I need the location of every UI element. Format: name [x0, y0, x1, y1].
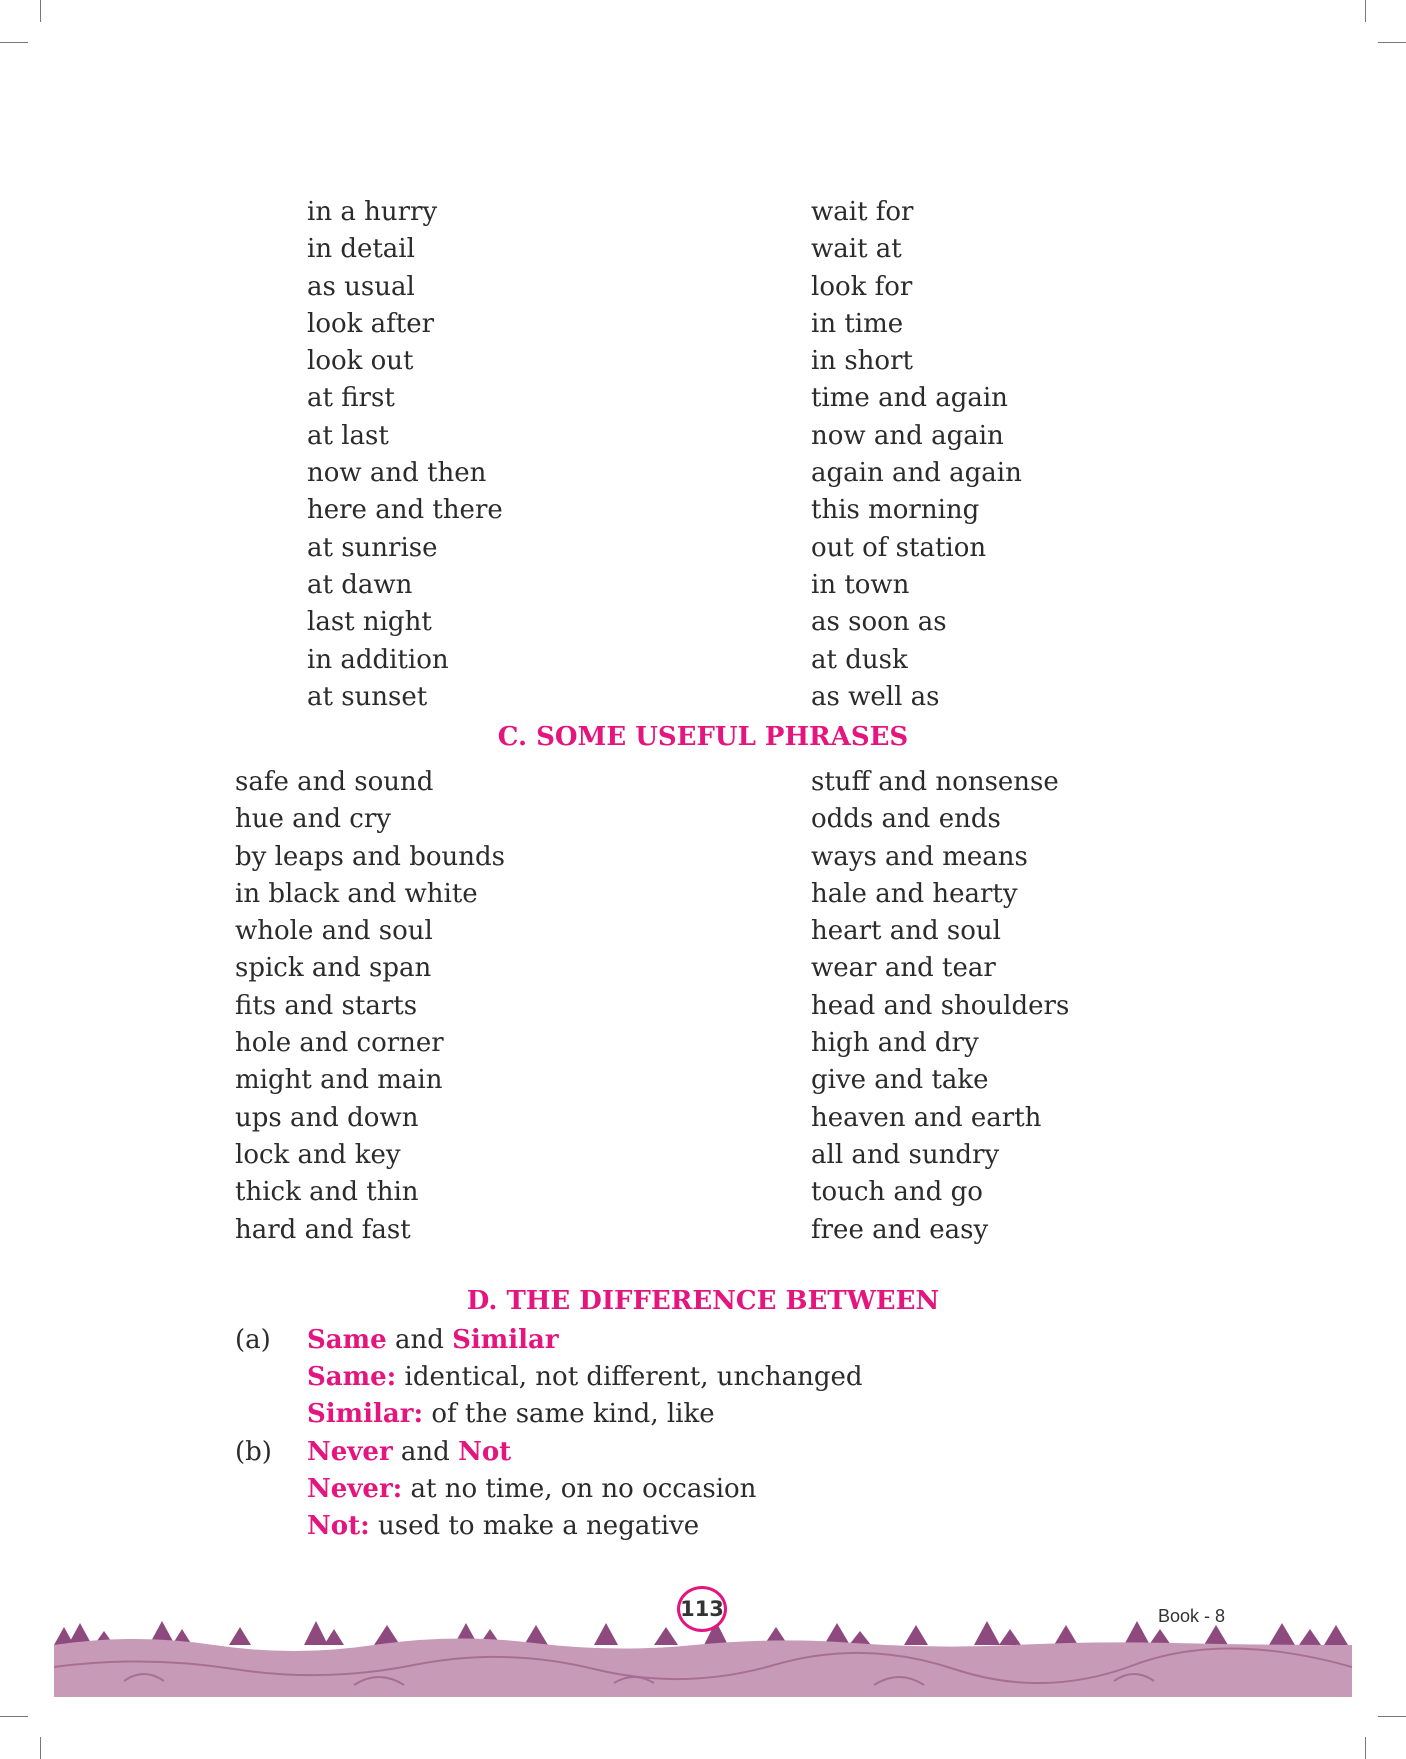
phrase-item: now and again — [811, 420, 1004, 451]
phrase-item: now and then — [307, 458, 487, 489]
phrase-item: last night — [307, 607, 432, 638]
phrase-item: heaven and earth — [811, 1102, 1042, 1133]
crop-mark — [1378, 1716, 1406, 1717]
book-label: Book - 8 — [1158, 1606, 1226, 1626]
crop-mark — [40, 0, 41, 22]
definition-term: Same: — [307, 1362, 397, 1392]
section-d-heading: D. THE DIFFERENCE BETWEEN — [466, 1286, 940, 1316]
phrase-item: wait for — [811, 197, 914, 227]
phrase-item: in town — [811, 569, 910, 600]
phrase-item: as well as — [811, 681, 940, 712]
phrase-item: ways and means — [811, 841, 1028, 872]
phrase-item: by leaps and bounds — [235, 841, 505, 872]
phrase-item: in a hurry — [307, 197, 438, 227]
definition-text: identical, not different, unchanged — [404, 1362, 863, 1392]
phrase-item: look after — [307, 308, 435, 339]
definition-text: at no time, on no occasion — [410, 1474, 757, 1504]
item-title — [307, 1325, 559, 1355]
phrase-item: in black and white — [235, 878, 478, 909]
phrase-item: hole and corner — [235, 1028, 444, 1059]
term-word: Never — [307, 1437, 393, 1467]
phrase-item: at sunrise — [307, 532, 438, 563]
definition-term: Not: — [307, 1511, 370, 1541]
phrase-item: in short — [811, 346, 913, 377]
phrase-item: again and again — [811, 458, 1022, 489]
definition-line — [307, 1399, 715, 1429]
phrase-item: out of station — [811, 532, 987, 563]
useful-phrases-left — [235, 764, 505, 1249]
phrase-item: free and easy — [811, 1214, 989, 1245]
crop-mark — [40, 1737, 41, 1759]
phrase-item: here and there — [307, 495, 503, 526]
connector-word: and — [394, 1325, 444, 1355]
phrase-list-left — [307, 194, 503, 716]
phrase-item: ups and down — [235, 1102, 419, 1133]
phrase-item: at first — [307, 383, 395, 414]
phrase-item: at sunset — [307, 681, 428, 712]
phrase-item: at dawn — [307, 569, 413, 600]
definition-text: of the same kind, like — [431, 1399, 715, 1429]
phrase-item: hard and fast — [235, 1214, 411, 1245]
phrase-item: hale and hearty — [811, 878, 1018, 909]
phrase-item: touch and go — [811, 1177, 983, 1208]
phrase-item: might and main — [235, 1065, 443, 1096]
phrase-item: hue and cry — [235, 804, 391, 835]
definition-term: Similar: — [307, 1399, 424, 1429]
phrase-item: at dusk — [811, 644, 908, 675]
connector-word: and — [400, 1437, 450, 1467]
crop-mark — [1365, 1737, 1366, 1759]
definition-line — [307, 1511, 699, 1541]
term-word: Similar — [452, 1325, 559, 1355]
phrase-item: heart and soul — [811, 916, 1001, 947]
phrase-item: spick and span — [235, 953, 432, 984]
phrase-item: wait at — [811, 234, 902, 265]
phrase-item: thick and thin — [235, 1177, 419, 1208]
useful-phrases-right — [811, 764, 1069, 1249]
crop-mark — [1378, 42, 1406, 43]
phrase-item: fits and starts — [235, 990, 418, 1021]
phrase-item: safe and sound — [235, 767, 434, 797]
phrase-item: wear and tear — [811, 953, 996, 984]
definition-line — [307, 1474, 756, 1504]
phrase-item: lock and key — [235, 1139, 401, 1170]
phrase-item: this morning — [811, 495, 980, 526]
phrase-item: in detail — [307, 234, 415, 265]
definition-term: Never: — [307, 1474, 403, 1504]
definition-line — [307, 1362, 863, 1392]
phrase-item: stuff and nonsense — [811, 767, 1059, 797]
phrase-item: in time — [811, 308, 904, 339]
term-word: Not — [458, 1437, 512, 1467]
term-word: Same — [307, 1325, 387, 1355]
phrase-item: look out — [307, 346, 414, 377]
crop-mark — [1365, 0, 1366, 22]
item-marker: (b) — [235, 1437, 272, 1467]
phrase-item: as soon as — [811, 607, 947, 638]
phrase-item: high and dry — [811, 1028, 979, 1059]
phrase-item: look for — [811, 271, 913, 302]
phrase-item: as usual — [307, 271, 415, 302]
phrase-item: at last — [307, 420, 389, 451]
item-marker: (a) — [235, 1325, 271, 1355]
crop-mark — [0, 42, 28, 43]
phrase-item: in addition — [307, 644, 449, 675]
phrase-list-right — [811, 194, 1022, 716]
phrase-item: time and again — [811, 383, 1008, 414]
phrase-item: head and shoulders — [811, 990, 1070, 1021]
phrase-item: whole and soul — [235, 916, 433, 947]
section-c-heading: C. SOME USEFUL PHRASES — [497, 722, 909, 752]
crop-mark — [0, 1716, 28, 1717]
phrase-item: all and sundry — [811, 1139, 1000, 1170]
item-title — [307, 1437, 511, 1467]
phrase-item: give and take — [811, 1065, 989, 1096]
page-number-badge: 113 — [677, 1586, 727, 1632]
phrase-item: odds and ends — [811, 804, 1001, 835]
definition-text: used to make a negative — [377, 1511, 700, 1541]
